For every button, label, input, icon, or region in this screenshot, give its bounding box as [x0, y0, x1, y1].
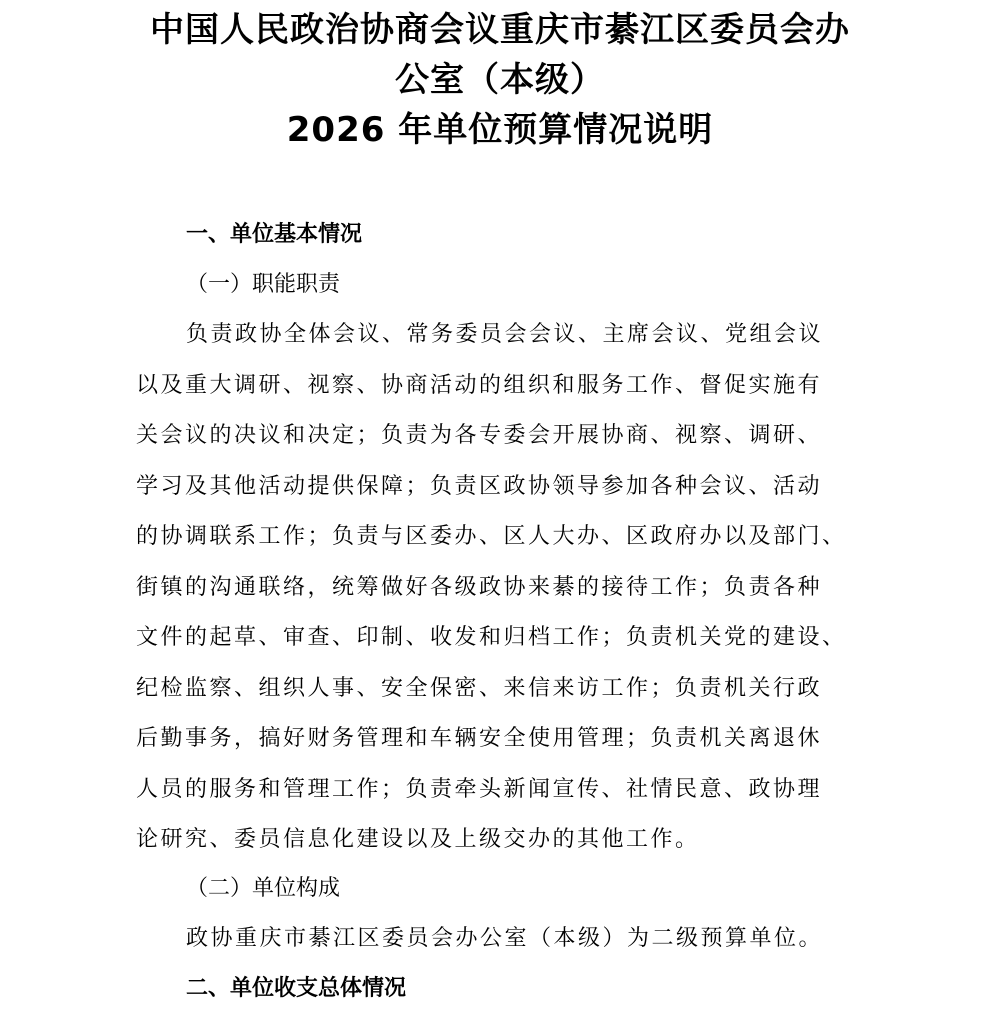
- paragraph-line: 纪检监察、组织人事、安全保密、来信来访工作；负责机关行政: [136, 675, 823, 701]
- paragraph-line: 以及重大调研、视察、协商活动的组织和服务工作、督促实施有: [136, 372, 823, 398]
- section-heading-budget-overview: 二、单位收支总体情况: [186, 976, 407, 1001]
- document-title-line-2: 公室（本级）: [395, 60, 605, 100]
- paragraph-line: 学习及其他活动提供保障；负责区政协领导参加各种会议、活动: [136, 473, 823, 499]
- duties-paragraph: [136, 310, 896, 866]
- paragraph-line: 后勤事务，搞好财务管理和车辆安全使用管理；负责机关离退休: [136, 726, 823, 751]
- document-title-line-3: 2026 年单位预算情况说明: [286, 110, 714, 150]
- subsection-heading-composition: （二）单位构成: [186, 876, 341, 901]
- composition-text: 政协重庆市綦江区委员会办公室（本级）为二级预算单位。: [186, 926, 824, 951]
- document-title-line-1: 中国人民政治协商会议重庆市綦江区委员会办: [150, 10, 850, 50]
- paragraph-line: 负责政协全体会议、常务委员会会议、主席会议、党组会议: [186, 322, 824, 347]
- paragraph-line: 街镇的沟通联络，统筹做好各级政协来綦的接待工作；负责各种: [136, 574, 823, 600]
- paragraph-line: 论研究、委员信息化建设以及上级交办的其他工作。: [136, 827, 700, 852]
- paragraph-line: 的协调联系工作；负责与区委办、区人大办、区政府办以及部门、: [136, 524, 847, 549]
- paragraph-line: 文件的起草、审查、印制、收发和归档工作；负责机关党的建设、: [136, 625, 847, 650]
- subsection-heading-duties: （一）职能职责: [186, 272, 341, 297]
- section-heading-basic-info: 一、单位基本情况: [186, 222, 363, 247]
- paragraph-line: 关会议的决议和决定；负责为各专委会开展协商、视察、调研、: [136, 423, 823, 448]
- paragraph-line: 人员的服务和管理工作；负责牵头新闻宣传、社情民意、政协理: [136, 776, 823, 802]
